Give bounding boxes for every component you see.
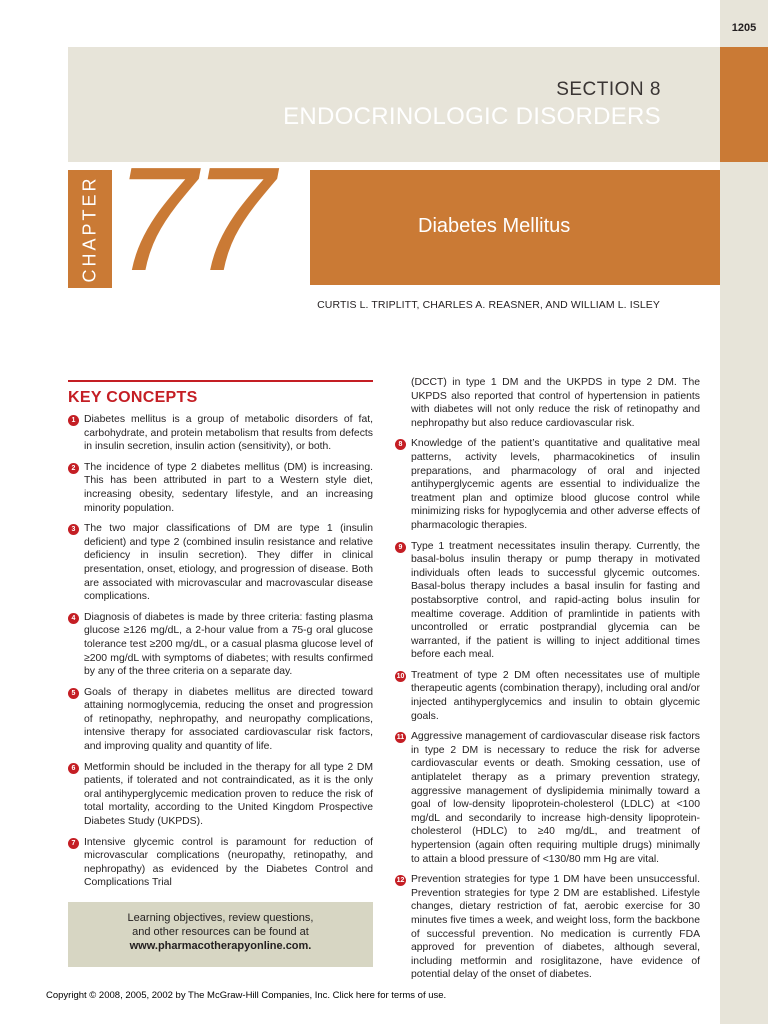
key-concept-item (395, 873, 700, 982)
key-concepts-rule (68, 380, 373, 382)
concept-number-badge: 5 (68, 688, 79, 699)
concept-text: The incidence of type 2 diabetes mellitus (DM) is increasing. This has been attributed in part to a Western style diet, increasing obesity, sedentary lifestyle, and an increasing minority population. (84, 461, 373, 514)
concept-number-badge: 3 (68, 524, 79, 535)
authors: CURTIS L. TRIPLITT, CHARLES A. REASNER, AND WILLIAM L. ISLEY (317, 299, 660, 311)
resources-callout (68, 902, 373, 967)
key-concept-item (68, 611, 373, 679)
website-link[interactable]: www.pharmacotherapyonline.com. (129, 940, 312, 952)
key-concepts-heading: KEY CONCEPTS (68, 389, 198, 406)
section-number: SECTION 8 (556, 79, 661, 100)
concept-text: Diagnosis of diabetes is made by three criteria: fasting plasma glucose ≥126 mg/dL, a 2-hour value from a 75-g oral glucose tolerance test ≥200 mg/dL, or a casual plasma glucose level of ≥200 mg/dL with symptoms of diabetes; with results confirmed by any of the three criteria on a separate day. (84, 611, 373, 678)
key-concept-item (395, 669, 700, 723)
concept-number-badge: 2 (68, 463, 79, 474)
callout-line: and other resources can be found at (132, 926, 309, 938)
concept-number-badge: 1 (68, 415, 79, 426)
page-number: 1205 (731, 22, 757, 34)
key-concept-continuation: (DCCT) in type 1 DM and the UKPDS in type 2 DM. The UKPDS also reported that control of hypertension in patients with diabetes will not only reduce the risk of retinopathy and nephropathy but also reduce cardiovascular risk. (411, 377, 700, 429)
key-concept-item (68, 461, 373, 515)
concept-number-badge: 8 (395, 439, 406, 450)
concept-text: Goals of therapy in diabetes mellitus are directed toward attaining normoglycemia, reducing the onset and progression of retinopathy, nephropathy, and neuropathy complications, intensive therapy for associated cardiovascular risk factors, and improving quality and quantity of life. (84, 686, 373, 753)
key-concept-item (68, 686, 373, 754)
concept-number-badge: 7 (68, 838, 79, 849)
right-column (395, 376, 700, 989)
concept-text: Metformin should be included in the therapy for all type 2 DM patients, if tolerated and not contraindicated, as it is the only oral antihyperglycemic medication proven to reduce the risk of total mortality, according to the United Kingdom Prospective Diabetes Study (UKPDS). (84, 761, 373, 828)
concept-text: Diabetes mellitus is a group of metabolic disorders of fat, carbohydrate, and protein metabolism that results from defects in insulin secretion, insulin action (sensitivity), or both. (84, 414, 373, 453)
concept-text: Prevention strategies for type 1 DM have been unsuccessful. Prevention strategies for type 2 DM are established. Lifestyle changes, dietary restriction of fat, aerobic exercise for 30 minutes five times a week, and weight loss, form the backbone of successful prevention. No medication is currently FDA approved for prevention of diabetes, although several, including metformin and rosiglitazone, have evidence of potential delay of the onset of diabetes. (411, 874, 700, 981)
key-concept-item (395, 730, 700, 866)
section-side-tab (720, 47, 768, 162)
concept-text: Treatment of type 2 DM often necessitates use of multiple therapeutic agents (combination therapy), including oral and/or injected antihyperglycemics and insulin to obtain glycemic goals. (411, 669, 700, 722)
concept-text: The two major classifications of DM are type 1 (insulin deficient) and type 2 (combined insulin resistance and relative deficiency in insulin secretion). They differ in clinical presentation, onset, etiology, and progression of disease. Both are associated with microvascular and macrovascular disease complications. (84, 523, 373, 603)
left-column (68, 413, 373, 897)
concept-text: Type 1 treatment necessitates insulin therapy. Currently, the basal-bolus insulin therapy or pump therapy in motivated individuals often leads to successful glycemic outcomes. Basal-bolus therapy includes a basal insulin for fasting and postabsorptive control, and rapid-acting bolus insulin for mealtime coverage. Addition of pramlintide in patients with uncontrolled or erratic postprandial glycemia can be warranted, if the patient is willing to inject additional times before each meal. (411, 540, 700, 661)
key-concept-item (68, 522, 373, 604)
chapter-title: Diabetes Mellitus (418, 215, 571, 237)
chapter-label: CHAPTER (79, 175, 100, 283)
key-concept-item (395, 540, 700, 662)
key-concept-item (68, 413, 373, 454)
section-title: ENDOCRINOLOGIC DISORDERS (283, 103, 661, 130)
key-concept-item (68, 761, 373, 829)
concept-number-badge: 9 (395, 542, 406, 553)
key-concept-item (68, 836, 373, 890)
concept-number-badge: 12 (396, 877, 405, 885)
copyright-notice[interactable]: Copyright © 2008, 2005, 2002 by The McGraw-Hill Companies, Inc. Click here for terms of use. (46, 990, 447, 1001)
chapter-title-box (310, 170, 720, 285)
chapter-label-box (68, 170, 112, 288)
concept-number-badge: 10 (396, 672, 405, 680)
concept-text: Aggressive management of cardiovascular disease risk factors in type 2 DM is necessary to reduce the risk for adverse cardiovascular events or death. Smoking cessation, use of antiplatelet therapy as a primary prevention strategy, aggressive management of dyslipidemia minimally toward a goal of low-density lipoprotein-cholesterol (LDLC) at <100 mg/dL and secondarily to increase high-density lipoprotein-cholesterol (HDLC) to ≥40 mg/dL, and treatment of hypertension (again often requiring multiple drugs) minimally to attain a blood pressure of <130/80 mm Hg are vital. (411, 731, 700, 865)
concept-number-badge: 6 (68, 763, 79, 774)
concept-text: Intensive glycemic control is paramount for reduction of microvascular complications (neuropathy, retinopathy, and nephropathy) as evidenced by the Diabetes Control and Complications Trial (84, 836, 373, 889)
key-concept-item (395, 437, 700, 532)
concept-number-badge: 4 (68, 613, 79, 624)
callout-line: Learning objectives, review questions, (127, 912, 314, 924)
concept-text: Knowledge of the patient’s quantitative and qualitative meal patterns, activity levels, pharmacokinetics of insulin preparations, and pharmacology of oral and injected antihyperglycemic agents are essential to individualize the treatment plan and optimize blood glucose control while minimizing risks for hypoglycemia and other adverse effects of pharmacologic therapies. (411, 438, 700, 531)
concept-number-badge: 11 (396, 734, 405, 742)
chapter-number: 77 (114, 137, 271, 302)
